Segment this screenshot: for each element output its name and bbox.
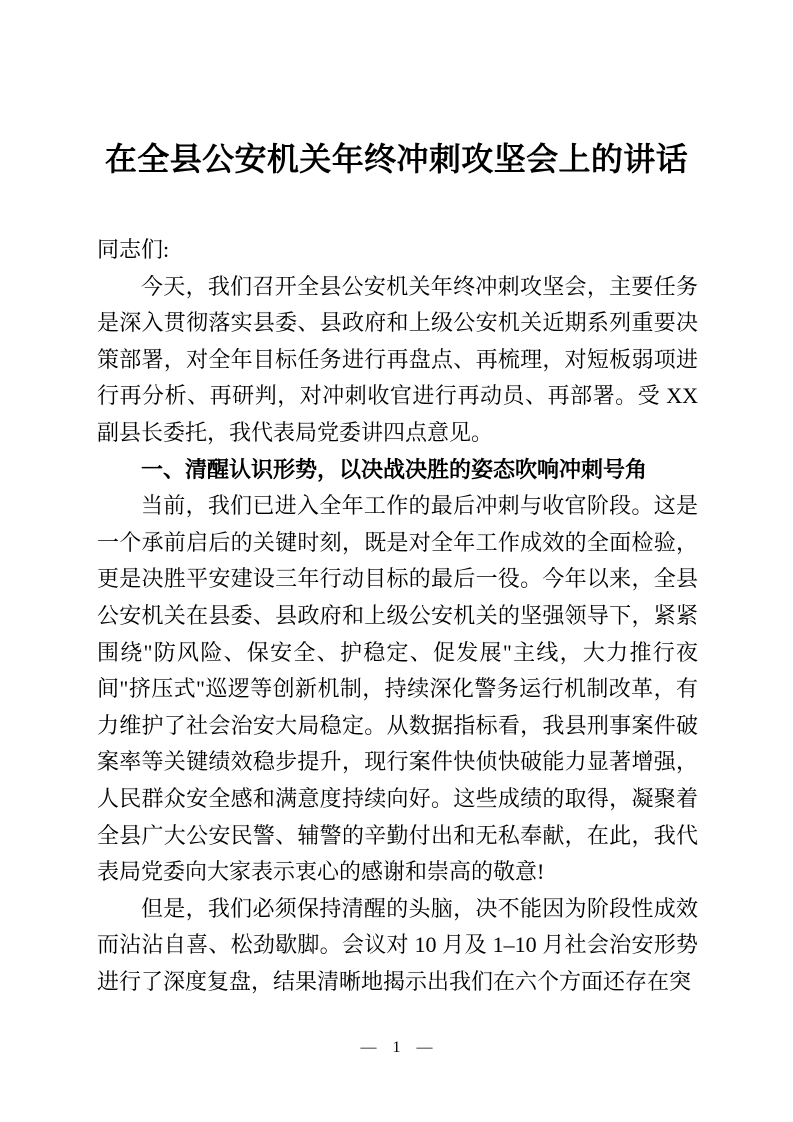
section-1-paragraph-2: 但是，我们必须保持清醒的头脑，决不能因为阶段性成效而沾沾自喜、松劲歇脚。会议对 10 月及 1–10 月社会治安形势进行了深度复盘，结果清晰地揭示出我们在六个方面还存在突 — [97, 895, 698, 994]
document-body — [97, 232, 698, 1000]
salutation: 同志们: — [97, 237, 170, 262]
document-title: 在全县公安机关年终冲刺攻坚会上的讲话 — [104, 141, 689, 177]
section-1-paragraph-1: 当前，我们已进入全年工作的最后冲刺与收官阶段。这是一个承前启后的关键时刻，既是对全年工作成效的全面检验，更是决胜平安建设三年行动目标的最后一役。今年以来，全县公安机关在县委、县政府和上级公安机关的坚强领导下，紧紧围绕"防风险、保安全、护稳定、促发展"主线，大力推行夜间"挤压式"巡逻等创新机制，持续深化警务运行机制改革，有力维护了社会治安大局稳定。从数据指标看，我县刑事案件破案率等关键绩效稳步提升，现行案件快侦快破能力显著增强，人民群众安全感和满意度持续向好。这些成绩的取得，凝聚着全县广大公安民警、辅警的辛勤付出和无私奉献，在此，我代表局党委向大家表示衷心的感谢和崇高的敬意! — [97, 493, 698, 885]
paragraph-intro: 今天，我们召开全县公安机关年终冲刺攻坚会，主要任务是深入贯彻落实县委、县政府和上级公安机关近期系列重要决策部署，对全年目标任务进行再盘点、再梳理，对短板弱项进行再分析、再研判，对冲刺收官进行再动员、再部署。受 XX 副县长委托，我代表局党委讲四点意见。 — [97, 273, 698, 445]
page-number: — 1 — — [360, 1039, 433, 1056]
section-1-heading: 一、清醒认识形势，以决战决胜的姿态吹响冲刺号角 — [141, 456, 648, 482]
